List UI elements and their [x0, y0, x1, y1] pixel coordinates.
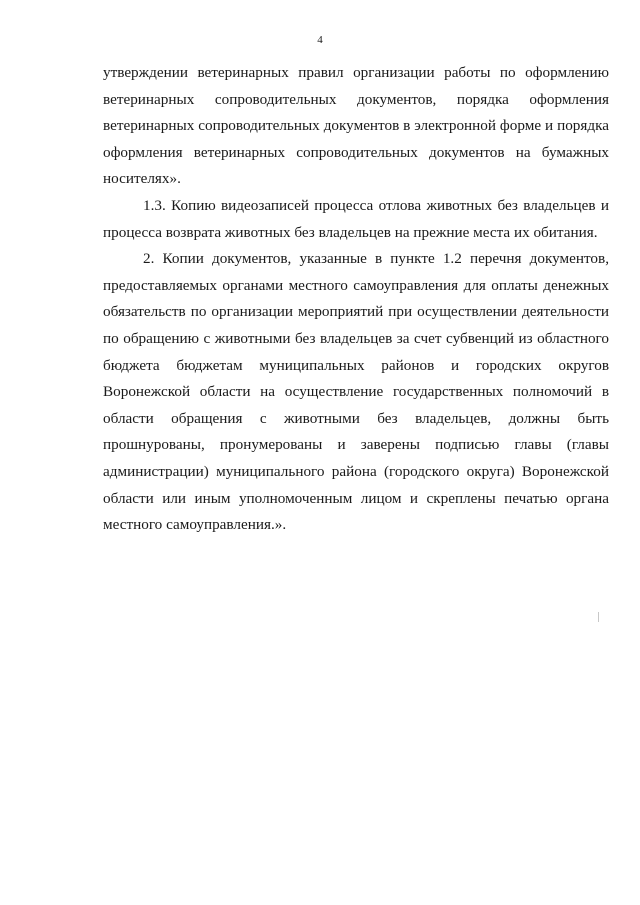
paragraph-item-2: 2. Копии документов, указанные в пункте 1.2 перечня документов, предоставляемых органами местного самоуправления для оплаты денежных обязательств по организации мероприятий при осуществлении деятельности по обращению с животными без владельцев за счет субвенций из областного бюджета бюджетам муниципальных районов и городских округов Воронежской области на осуществление государственных полномочий в области обращения с животными без владельцев, должны быть прошнурованы, пронумерованы и заверены подписью главы (главы администрации) муниципального района (городского округа) Воронежской области или иным уполномоченным лицом и скреплены печатью органа местного самоуправления.».	[103, 250, 609, 534]
scan-artifact-mark	[598, 612, 599, 622]
document-body	[103, 60, 609, 539]
paragraph-continuation: утверждении ветеринарных правил организации работы по оформлению ветеринарных сопроводительных документов, порядка оформления ветеринарных сопроводительных документов в электронной форме и порядка оформления ветеринарных сопроводительных документов на бумажных носителях».	[103, 64, 609, 188]
page-number: 4	[317, 34, 323, 46]
paragraph-item-1-3: 1.3. Копию видеозаписей процесса отлова животных без владельцев и процесса возврата животных без владельцев на прежние места их обитания.	[103, 196, 609, 241]
